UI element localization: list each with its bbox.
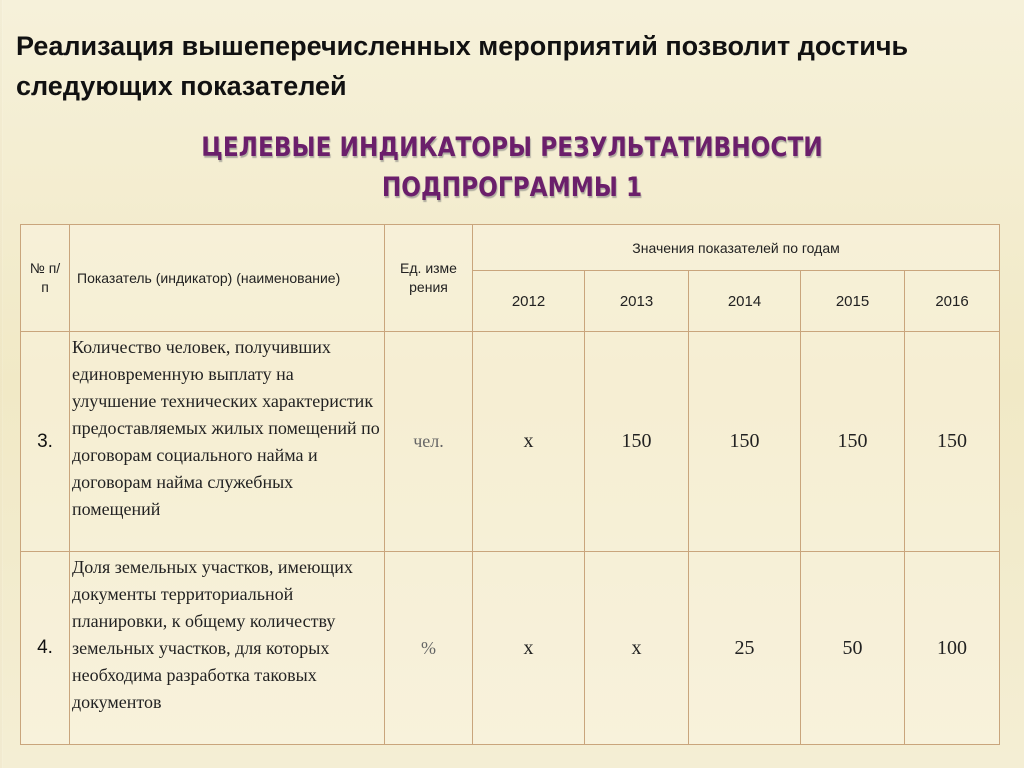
table-subtitle bbox=[72, 128, 953, 208]
header-year-2012: 2012 bbox=[473, 271, 585, 332]
row-value-2012: х bbox=[473, 552, 585, 745]
slide-title: Реализация вышеперечисленных мероприятий позволит достичь следующих показателей bbox=[16, 31, 909, 101]
header-year-2014: 2014 bbox=[689, 271, 801, 332]
row-value-2013: 150 bbox=[585, 332, 689, 552]
header-unit bbox=[385, 225, 473, 332]
header-year-2015: 2015 bbox=[801, 271, 905, 332]
row-value-2012: х bbox=[473, 332, 585, 552]
table-row bbox=[21, 332, 1000, 552]
row-number: 3. bbox=[21, 332, 70, 552]
subtitle-line-1: ЦЕЛЕВЫЕ ИНДИКАТОРЫ РЕЗУЛЬТАТИВНОСТИ bbox=[201, 132, 823, 163]
header-year-2016: 2016 bbox=[905, 271, 1000, 332]
row-indicator-name bbox=[70, 332, 385, 552]
row-value-2016: 100 bbox=[905, 552, 1000, 745]
header-unit-label: Ед. измерения bbox=[400, 260, 457, 295]
row-unit: % bbox=[385, 552, 473, 745]
table-row bbox=[21, 552, 1000, 745]
indicators-table bbox=[20, 224, 1000, 745]
row-value-2014: 25 bbox=[689, 552, 801, 745]
row-indicator-name-text: Доля земельных участков, имеющих документы территориальной планировки, к общему количеству земельных участков, для которых необходима разработка таковых документов bbox=[72, 557, 353, 712]
row-number: 4. bbox=[21, 552, 70, 745]
row-unit: чел. bbox=[385, 332, 473, 552]
header-name bbox=[70, 225, 385, 332]
header-name-label: Показатель (индикатор) (наименование) bbox=[77, 269, 341, 286]
row-value-2015: 150 bbox=[801, 332, 905, 552]
row-value-2016: 150 bbox=[905, 332, 1000, 552]
row-indicator-name bbox=[70, 552, 385, 745]
row-indicator-name-text: Количество человек, получивших единовременную выплату на улучшение технических характеристик предоставляемых жилых помещений по договорам социального найма и договорам найма служебных помещений bbox=[72, 337, 380, 519]
subtitle-line-2: ПОДПРОГРАММЫ 1 bbox=[381, 172, 643, 203]
row-value-2015: 50 bbox=[801, 552, 905, 745]
header-values-group bbox=[473, 225, 1000, 271]
header-number bbox=[21, 225, 70, 332]
row-value-2014: 150 bbox=[689, 332, 801, 552]
header-number-label: № п/п bbox=[29, 260, 61, 295]
row-value-2013: х bbox=[585, 552, 689, 745]
header-values-group-label: Значения показателей по годам bbox=[632, 240, 840, 256]
header-year-2013: 2013 bbox=[585, 271, 689, 332]
